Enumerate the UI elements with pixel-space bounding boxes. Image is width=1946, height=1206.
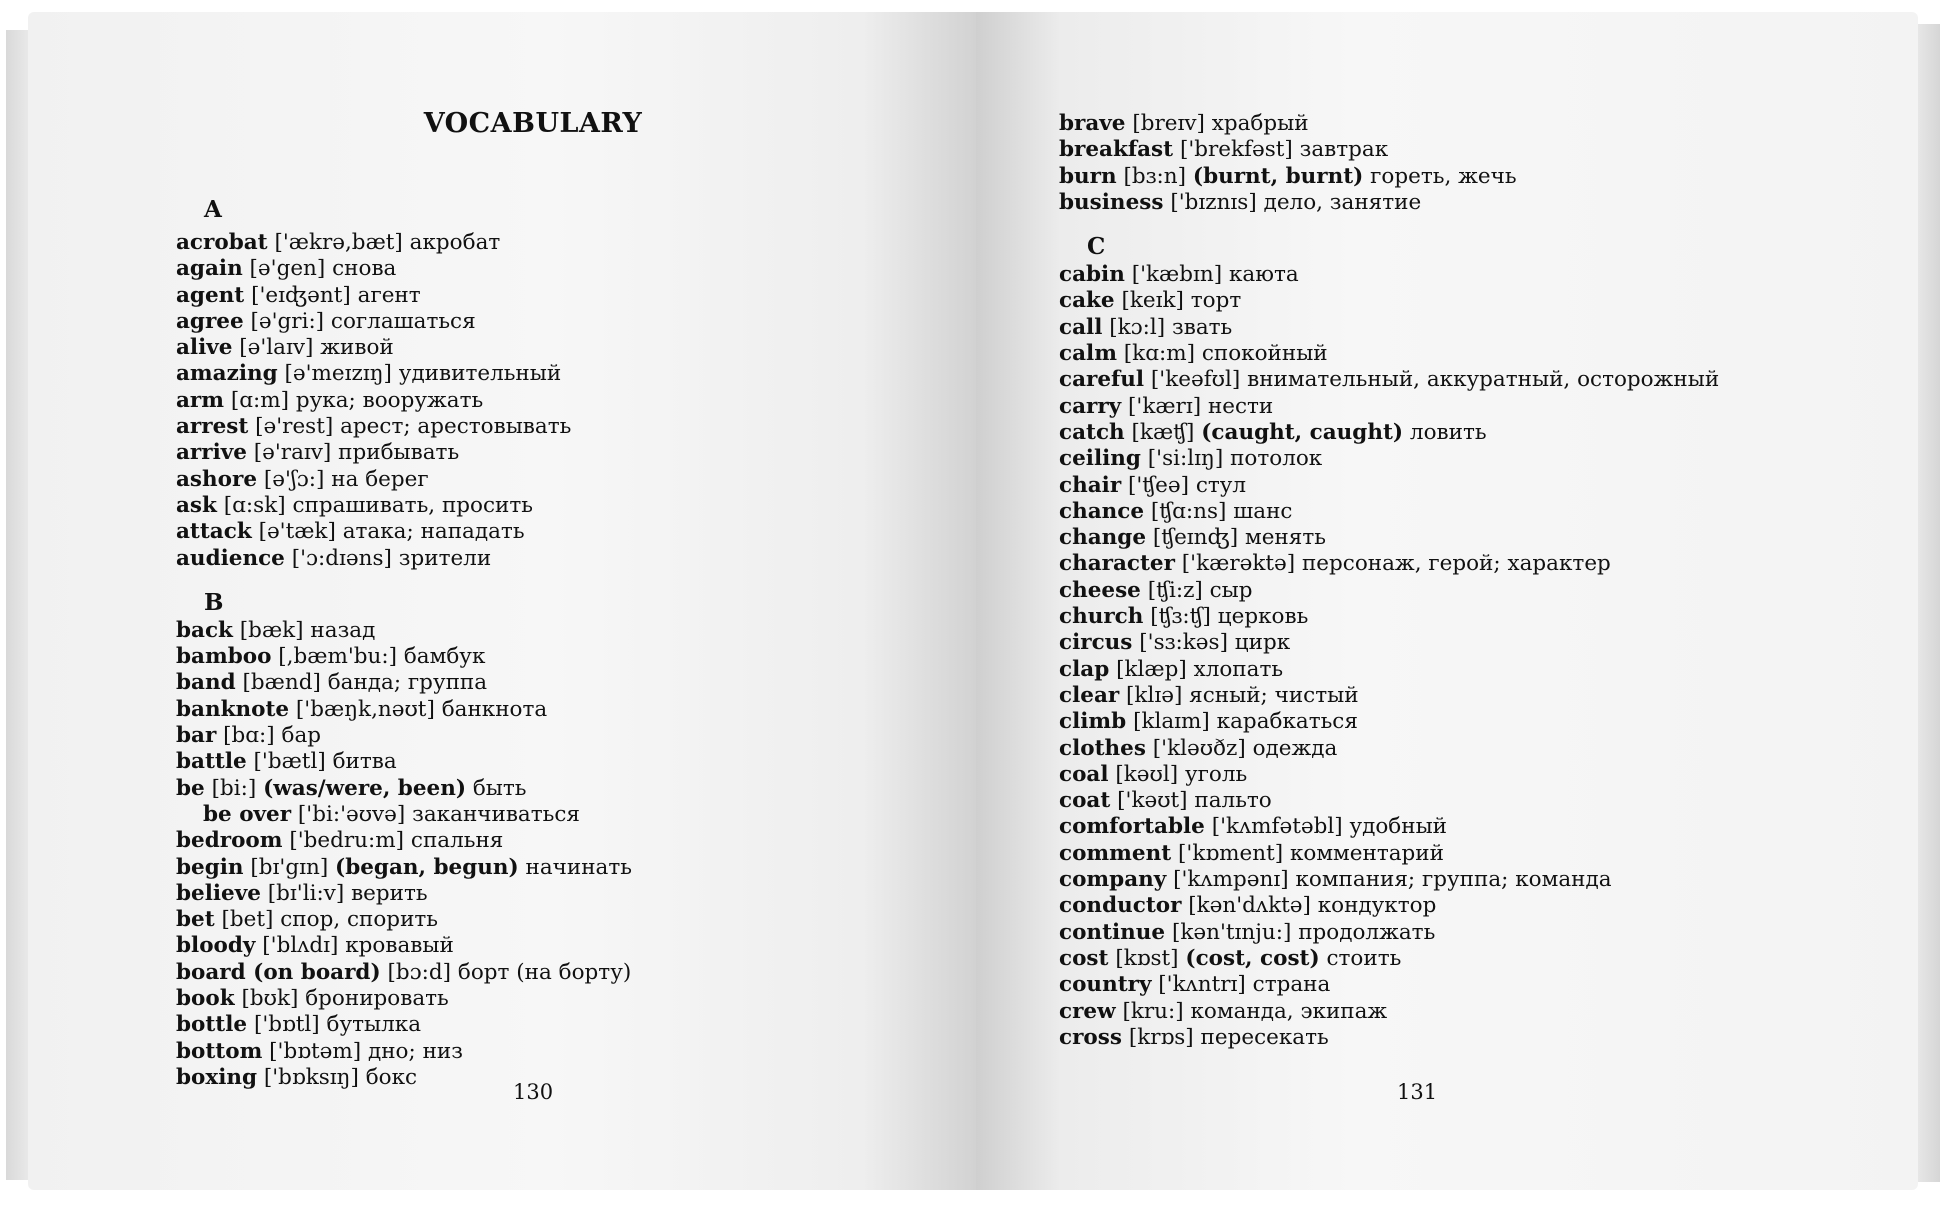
vocab-entry xyxy=(1059,262,1719,288)
entry-word: cost xyxy=(1059,945,1109,971)
entry-verb-forms: (was/were, been) xyxy=(263,775,467,801)
entry-translation: бамбук xyxy=(403,644,486,670)
vocab-entry xyxy=(176,723,632,749)
entry-translation: удобный xyxy=(1349,814,1448,840)
entry-word: bamboo xyxy=(176,644,272,670)
entry-word: acrobat xyxy=(176,230,268,255)
entry-translation: компания; группа; команда xyxy=(1295,867,1612,893)
entry-pronunciation: [bɪ'gɪn] xyxy=(250,854,329,880)
entry-word: careful xyxy=(1059,367,1145,393)
entry-translation: одежда xyxy=(1252,735,1338,761)
entry-word: clothes xyxy=(1059,735,1146,761)
entry-pronunciation: ['kærəktə] xyxy=(1181,551,1296,577)
entry-word: call xyxy=(1059,314,1103,340)
vocab-entry xyxy=(1059,972,1719,998)
vocab-entry xyxy=(1059,920,1719,946)
entry-word: banknote xyxy=(176,696,290,722)
vocab-entry xyxy=(1059,657,1719,683)
entry-pronunciation: ['ɔ:dɪəns] xyxy=(291,545,392,571)
entry-pronunciation: ['bedru:m] xyxy=(289,828,405,854)
entry-word: character xyxy=(1059,551,1175,577)
entry-word: arrest xyxy=(176,414,249,440)
entry-word: amazing xyxy=(176,361,278,387)
entry-translation: зрители xyxy=(398,545,492,571)
entry-translation: арест; арестовывать xyxy=(340,414,572,440)
entry-translation: спрашивать, просить xyxy=(292,492,533,518)
entry-translation: быть xyxy=(472,775,527,801)
vocab-entry xyxy=(1059,867,1719,893)
entry-translation: завтрак xyxy=(1299,137,1389,163)
page-title: VOCABULARY xyxy=(423,108,643,139)
entry-translation: уголь xyxy=(1184,761,1248,787)
vocab-entry xyxy=(1059,814,1719,840)
entry-word: brave xyxy=(1059,111,1126,136)
vocab-entry xyxy=(176,907,632,933)
vocab-entry xyxy=(176,644,632,670)
entry-translation: бар xyxy=(281,723,322,749)
entry-pronunciation: ['kærɪ] xyxy=(1128,393,1202,419)
vocab-entry xyxy=(176,960,632,986)
entry-translation: ловить xyxy=(1409,419,1487,445)
entry-translation: персонаж, герой; характер xyxy=(1301,551,1611,577)
entry-translation: каюта xyxy=(1228,262,1299,288)
entry-translation: живой xyxy=(320,335,394,361)
entry-translation: заканчиваться xyxy=(412,801,580,827)
vocab-entry xyxy=(1059,473,1719,499)
vocab-entry xyxy=(1059,137,1719,163)
entry-word: crew xyxy=(1059,998,1116,1024)
entry-word: alive xyxy=(176,335,233,361)
entry-word: book xyxy=(176,986,235,1012)
entry-word: cabin xyxy=(1059,262,1125,288)
entry-pronunciation: [breɪv] xyxy=(1132,111,1205,136)
entry-word: cheese xyxy=(1059,577,1141,603)
entry-pronunciation: [,bæm'bu:] xyxy=(278,644,398,670)
entry-word: back xyxy=(176,617,233,643)
entry-pronunciation: [ʧɜ:ʧ] xyxy=(1150,604,1211,630)
entry-pronunciation: ['kɒment] xyxy=(1178,840,1284,866)
entry-pronunciation: [kɑ:m] xyxy=(1123,341,1195,367)
entry-word: conductor xyxy=(1059,893,1182,919)
entry-translation: внимательный, аккуратный, осторожный xyxy=(1247,367,1720,393)
entry-pronunciation: [bʊk] xyxy=(241,986,299,1012)
entry-word: ashore xyxy=(176,466,258,492)
entry-word: continue xyxy=(1059,919,1166,945)
vocab-entry xyxy=(176,933,632,959)
entry-pronunciation: [bæk] xyxy=(239,617,304,643)
entry-pronunciation: [ɑ:m] xyxy=(230,387,290,413)
vocab-entry xyxy=(1059,367,1719,393)
entry-pronunciation: [keɪk] xyxy=(1121,288,1184,314)
vocab-entry xyxy=(1059,446,1719,472)
entry-word: change xyxy=(1059,525,1146,551)
entry-translation: ясный; чистый xyxy=(1189,682,1359,708)
entry-translation: на берег xyxy=(331,466,429,492)
entry-pronunciation: ['bɒtəm] xyxy=(269,1038,362,1064)
entry-translation: комментарий xyxy=(1289,840,1444,866)
entry-word: comment xyxy=(1059,840,1172,866)
entry-word: circus xyxy=(1059,630,1133,656)
vocab-entry xyxy=(176,519,632,545)
entry-word: climb xyxy=(1059,709,1127,735)
vocab-entry xyxy=(1059,341,1719,367)
entry-pronunciation: [klɪə] xyxy=(1126,682,1183,708)
vocab-entry xyxy=(176,361,632,387)
vocab-entry xyxy=(1059,946,1719,972)
entry-word: bloody xyxy=(176,933,256,959)
entry-pronunciation: ['kʌmfətəbl] xyxy=(1211,814,1343,840)
entry-translation: агент xyxy=(357,282,421,308)
entry-pronunciation: ['bi:'əʊvə] xyxy=(297,801,406,827)
entry-translation: пальто xyxy=(1194,788,1272,814)
vocab-entry xyxy=(1059,420,1719,446)
vocab-entry xyxy=(176,546,632,572)
entry-word: attack xyxy=(176,519,252,545)
vocab-entry xyxy=(176,440,632,466)
entry-translation: менять xyxy=(1244,525,1326,551)
vocab-entry xyxy=(176,749,632,775)
entry-word: band xyxy=(176,670,236,696)
entry-translation: удивительный xyxy=(398,361,562,387)
vocab-entry xyxy=(1059,288,1719,314)
entry-verb-forms: (burnt, burnt) xyxy=(1192,163,1364,189)
entry-translation: стул xyxy=(1195,472,1247,498)
entry-word: coal xyxy=(1059,761,1109,787)
entry-word: again xyxy=(176,256,243,282)
entry-translation: соглашаться xyxy=(330,308,476,334)
vocab-entry xyxy=(1059,762,1719,788)
vocab-entry xyxy=(1059,578,1719,604)
entry-word: company xyxy=(1059,867,1167,893)
entry-word: board (on board) xyxy=(176,959,381,985)
vocab-entry xyxy=(176,1012,632,1038)
vocab-entry xyxy=(176,802,632,828)
entry-pronunciation: [ə'laɪv] xyxy=(239,335,314,361)
entry-pronunciation: ['bætl] xyxy=(253,749,326,775)
entry-pronunciation: [klæp] xyxy=(1116,656,1187,682)
vocab-entry xyxy=(1059,709,1719,735)
vocab-entry xyxy=(176,697,632,723)
entry-word: catch xyxy=(1059,419,1125,445)
vocab-entry xyxy=(1059,164,1719,190)
entry-translation: продолжать xyxy=(1298,919,1436,945)
entry-pronunciation: ['kəʊt] xyxy=(1117,788,1188,814)
entry-translation: стоить xyxy=(1326,945,1402,971)
entry-translation: спокойный xyxy=(1201,341,1328,367)
entry-pronunciation: ['brekfəst] xyxy=(1179,137,1293,163)
vocab-entry xyxy=(176,1065,632,1091)
section-letter: C xyxy=(1087,233,1106,261)
right-page-number: 131 xyxy=(1397,1080,1438,1104)
entry-pronunciation: ['ækrə,bæt] xyxy=(274,230,403,255)
entry-word: chance xyxy=(1059,498,1145,524)
entry-word: business xyxy=(1059,189,1164,215)
entry-word: church xyxy=(1059,604,1144,630)
vocab-entry xyxy=(1059,394,1719,420)
entry-verb-forms: (cost, cost) xyxy=(1185,945,1320,971)
entry-pronunciation: [ə'tæk] xyxy=(258,519,336,545)
entry-translation: команда, экипаж xyxy=(1190,998,1388,1024)
entry-word: arm xyxy=(176,387,225,413)
entry-pronunciation: ['sɜ:kəs] xyxy=(1139,630,1228,656)
entry-word: ceiling xyxy=(1059,446,1141,472)
entry-pronunciation: ['kʌntrɪ] xyxy=(1158,972,1246,998)
vocab-entry xyxy=(1059,315,1719,341)
entry-word: agree xyxy=(176,308,244,334)
entry-pronunciation: ['kləʊðz] xyxy=(1152,735,1246,761)
vocab-entry xyxy=(176,855,632,881)
vocab-entry xyxy=(176,493,632,519)
entry-pronunciation: [kæʧ] xyxy=(1131,419,1195,445)
entry-pronunciation: ['si:lɪŋ] xyxy=(1147,446,1224,472)
entry-word: country xyxy=(1059,972,1152,998)
entry-word: agent xyxy=(176,282,245,308)
entry-translation: храбрый xyxy=(1211,111,1309,136)
entry-pronunciation: ['keəfʊl] xyxy=(1150,367,1241,393)
entry-word: ask xyxy=(176,492,217,518)
entry-pronunciation: [kəʊl] xyxy=(1115,761,1179,787)
entry-word: cake xyxy=(1059,288,1115,314)
vocab-entry xyxy=(176,309,632,335)
vocab-entry xyxy=(176,881,632,907)
vocab-entry xyxy=(176,335,632,361)
entry-pronunciation: [ə'raɪv] xyxy=(253,440,332,466)
entry-translation: шанс xyxy=(1233,498,1293,524)
vocab-entry xyxy=(1059,788,1719,814)
vocab-entry xyxy=(176,1039,632,1065)
vocab-entry xyxy=(176,467,632,493)
vocab-entry xyxy=(1059,499,1719,525)
entry-pronunciation: [ʧeɪnʤ] xyxy=(1152,525,1239,551)
entry-pronunciation: [klaɪm] xyxy=(1133,709,1210,735)
entry-word: coat xyxy=(1059,788,1111,814)
entry-translation: хлопать xyxy=(1193,656,1284,682)
entry-translation: звать xyxy=(1172,314,1233,340)
entry-pronunciation: [ə'ʃɔ:] xyxy=(263,466,325,492)
entry-pronunciation: ['bɒtl] xyxy=(253,1012,320,1038)
entry-pronunciation: [bɑ:] xyxy=(223,723,275,749)
entry-word: clear xyxy=(1059,682,1120,708)
vocab-entry xyxy=(176,256,632,282)
right-page-column xyxy=(1059,111,1719,1051)
entry-word: clap xyxy=(1059,656,1110,682)
entry-word: cross xyxy=(1059,1024,1122,1050)
entry-translation: кондуктор xyxy=(1317,893,1437,919)
entry-translation: сыр xyxy=(1209,577,1253,603)
vocab-entry xyxy=(176,618,632,644)
entry-pronunciation: [kɒst] xyxy=(1115,945,1179,971)
entry-translation: цирк xyxy=(1234,630,1291,656)
entry-pronunciation: [bet] xyxy=(221,907,274,933)
vocab-entry xyxy=(176,828,632,854)
entry-pronunciation: ['eɪʤənt] xyxy=(251,282,351,308)
entry-word: calm xyxy=(1059,341,1117,367)
entry-word: burn xyxy=(1059,163,1117,189)
entry-verb-forms: (caught, caught) xyxy=(1201,419,1404,445)
entry-word: bar xyxy=(176,723,217,749)
vocab-entry xyxy=(1059,190,1719,216)
entry-word: carry xyxy=(1059,393,1122,419)
entry-word: arrive xyxy=(176,440,247,466)
vocab-entry xyxy=(176,414,632,440)
section-letter: A xyxy=(204,196,222,223)
entry-translation: битва xyxy=(332,749,397,775)
entry-verb-forms: (began, begun) xyxy=(335,854,519,880)
entry-word: be xyxy=(176,775,205,801)
entry-word: chair xyxy=(1059,472,1122,498)
entry-pronunciation: [ə'rest] xyxy=(255,414,334,440)
entry-translation: атака; нападать xyxy=(342,519,525,545)
entry-translation: дно; низ xyxy=(367,1038,463,1064)
entry-translation: пересекать xyxy=(1200,1024,1329,1050)
entry-pronunciation: ['blʌdɪ] xyxy=(262,933,339,959)
entry-translation: снова xyxy=(332,256,397,282)
entry-translation: верить xyxy=(351,880,428,906)
entry-word: bedroom xyxy=(176,828,283,854)
vocab-entry xyxy=(1059,111,1719,137)
entry-pronunciation: [kən'tɪnju:] xyxy=(1171,919,1292,945)
entry-pronunciation: [ə'gri:] xyxy=(250,308,325,334)
entry-translation: рука; вооружать xyxy=(295,387,484,413)
entry-word: be over xyxy=(203,801,292,827)
vocab-entry xyxy=(176,388,632,414)
vocab-entry xyxy=(176,986,632,1012)
entry-translation: потолок xyxy=(1230,446,1323,472)
entry-pronunciation: [kən'dʌktə] xyxy=(1188,893,1311,919)
entry-pronunciation: [bɔ:d] xyxy=(387,959,452,985)
vocab-entry xyxy=(1059,999,1719,1025)
vocab-entry xyxy=(1059,841,1719,867)
vocab-entry xyxy=(1059,1025,1719,1051)
entry-translation: страна xyxy=(1252,972,1331,998)
entry-pronunciation: [bi:] xyxy=(211,775,257,801)
entry-pronunciation: [bɜ:n] xyxy=(1123,163,1187,189)
entry-translation: спальня xyxy=(410,828,504,854)
vocab-entry xyxy=(176,670,632,696)
entry-word: bet xyxy=(176,907,215,933)
entry-pronunciation: [ɑ:sk] xyxy=(223,492,286,518)
entry-translation: бокс xyxy=(365,1064,418,1090)
vocab-entry xyxy=(1059,630,1719,656)
entry-translation: бронировать xyxy=(305,986,449,1012)
entry-word: audience xyxy=(176,545,285,571)
entry-translation: борт (на борту) xyxy=(457,959,632,985)
entry-pronunciation: [kɔ:l] xyxy=(1109,314,1166,340)
entry-translation: гореть, жечь xyxy=(1370,163,1517,189)
entry-pronunciation: [ə'meɪzɪŋ] xyxy=(284,361,392,387)
entry-word: boxing xyxy=(176,1064,258,1090)
entry-translation: торт xyxy=(1190,288,1242,314)
entry-translation: акробат xyxy=(409,230,501,255)
entry-translation: назад xyxy=(310,617,376,643)
entry-pronunciation: [bænd] xyxy=(242,670,321,696)
entry-word: bottom xyxy=(176,1038,263,1064)
entry-pronunciation: ['kʌmpənɪ] xyxy=(1173,867,1289,893)
entry-pronunciation: [kru:] xyxy=(1122,998,1184,1024)
entry-word: bottle xyxy=(176,1012,248,1038)
entry-translation: кровавый xyxy=(345,933,454,959)
entry-translation: карабкаться xyxy=(1216,709,1358,735)
entry-translation: банкнота xyxy=(441,696,548,722)
vocab-entry xyxy=(176,230,632,256)
entry-translation: начинать xyxy=(525,854,632,880)
left-page-column xyxy=(176,194,632,1091)
entry-word: breakfast xyxy=(1059,137,1174,163)
vocab-entry xyxy=(176,776,632,802)
entry-translation: дело, занятие xyxy=(1263,189,1422,215)
entry-pronunciation: [ʧi:z] xyxy=(1147,577,1203,603)
entry-pronunciation: [krɒs] xyxy=(1128,1024,1194,1050)
entry-pronunciation: ['ʧeə] xyxy=(1128,472,1189,498)
entry-word: begin xyxy=(176,854,244,880)
vocab-entry xyxy=(1059,683,1719,709)
vocab-entry xyxy=(1059,525,1719,551)
entry-word: believe xyxy=(176,880,261,906)
entry-translation: прибывать xyxy=(338,440,460,466)
left-page-number: 130 xyxy=(513,1080,554,1104)
entry-translation: банда; группа xyxy=(327,670,488,696)
section-letter: B xyxy=(204,588,224,616)
entry-pronunciation: [bɪ'li:v] xyxy=(267,880,345,906)
entry-translation: бутылка xyxy=(326,1012,422,1038)
entry-pronunciation: [ə'gen] xyxy=(249,256,326,282)
entry-pronunciation: [ʧɑ:ns] xyxy=(1150,498,1227,524)
entry-translation: церковь xyxy=(1217,604,1309,630)
vocab-entry xyxy=(1059,736,1719,762)
entry-translation: нести xyxy=(1207,393,1274,419)
entry-pronunciation: ['bæŋk,nəʊt] xyxy=(295,696,435,722)
entry-word: battle xyxy=(176,749,247,775)
entry-pronunciation: ['kæbɪn] xyxy=(1131,262,1223,288)
entry-translation: спор, спорить xyxy=(280,907,439,933)
entry-word: comfortable xyxy=(1059,814,1205,840)
vocab-entry xyxy=(1059,893,1719,919)
vocab-entry xyxy=(176,283,632,309)
vocab-entry xyxy=(1059,551,1719,577)
entry-pronunciation: ['bɪznɪs] xyxy=(1170,189,1257,215)
vocab-entry xyxy=(1059,604,1719,630)
entry-pronunciation: ['bɒksɪŋ] xyxy=(263,1064,359,1090)
